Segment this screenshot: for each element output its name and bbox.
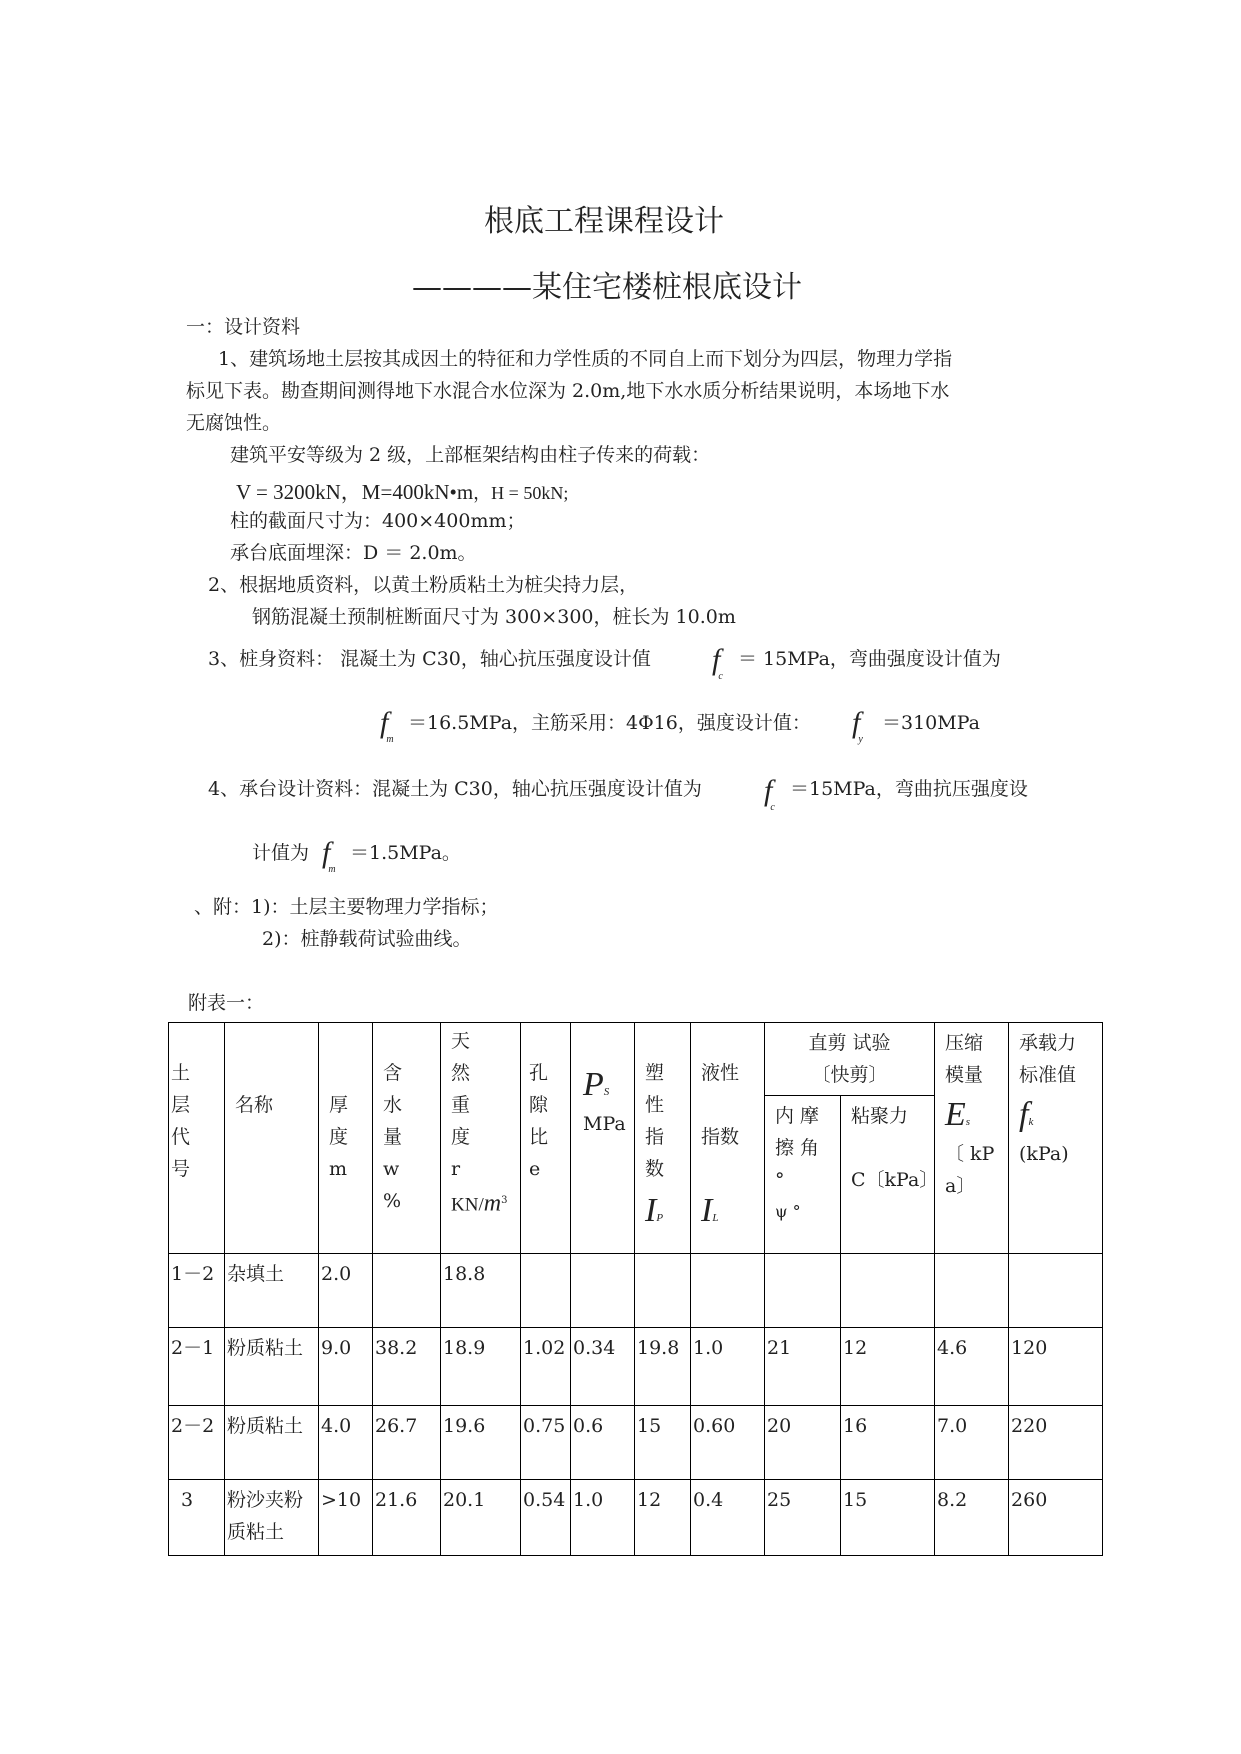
page-subtitle: ————某住宅楼桩根底设计	[412, 270, 802, 305]
header-friction-angle: 内 摩 擦 角 ° ψ °	[765, 1096, 841, 1254]
header-thickness: 厚 度 m	[319, 1023, 373, 1254]
load-separator: ，	[340, 480, 362, 504]
fm-symbol-cap: $f_m$	[322, 836, 336, 875]
load-h: ，H = 50kN;	[473, 483, 569, 503]
table-row: 3 粉沙夹粉质粘土 >10 21.6 20.1 0.54 1.0 12 0.4 25 15 8.2 260	[169, 1480, 1103, 1556]
header-name: 名称	[225, 1023, 319, 1254]
header-cohesion: 粘聚力 C〔kPa〕	[841, 1096, 935, 1254]
item-4-fc-value: ＝15MPa，弯曲抗压强度设	[790, 778, 1028, 800]
fc-symbol-cap: $f_c$	[764, 774, 775, 813]
header-ps: PS MPa	[571, 1023, 635, 1254]
paragraph-2: 建筑平安等级为 2 级，上部框架结构由柱子传来的荷载：	[230, 444, 711, 466]
header-water-content: 含 水 量 w %	[373, 1023, 441, 1254]
load-v: V = 3200kN	[236, 480, 341, 504]
header-void-ratio: 孔 隙 比 e	[521, 1023, 571, 1254]
item-3-fc-value: ＝ 15MPa，弯曲强度设计值为	[738, 648, 1001, 670]
load-m: M=400kN•m	[361, 480, 474, 504]
item-2-line-1: 2、根据地质资料，以黄土粉质粘土为桩尖持力层，	[208, 574, 639, 596]
fc-symbol: $f_c$	[712, 643, 723, 682]
paragraph-1-line-2: 标见下表。勘查期间测得地下水混合水位深为 2.0m,地下水水质分析结果说明，本场地下水	[186, 380, 950, 402]
cap-depth: 承台底面埋深：D ＝ 2.0m。	[230, 542, 477, 564]
header-bearing-capacity: 承载力 标准值 fk (kPa)	[1009, 1023, 1103, 1254]
header-compression-modulus: 压缩 模量 Es 〔 kP a〕	[935, 1023, 1009, 1254]
table-row: 2－1 粉质粘土 9.0 38.2 18.9 1.02 0.34 19.8 1.0 21 12 4.6 120	[169, 1328, 1103, 1406]
header-density: 天 然 重 度 r $KN/m^3$	[441, 1023, 521, 1254]
table-row: 1－2 杂填土 2.0 18.8	[169, 1254, 1103, 1328]
appendix-line-2: 2)：桩静载荷试验曲线。	[262, 928, 472, 950]
header-plasticity-index: 塑 性 指 数 IP	[635, 1023, 691, 1254]
header-liquidity-index: 液性 指数 IL	[691, 1023, 765, 1254]
soil-properties-table	[168, 1022, 1103, 1556]
header-direct-shear: 直剪 试验 〔快剪〕	[765, 1023, 935, 1096]
appendix-line-1: 、附：1)：土层主要物理力学指标；	[194, 896, 499, 918]
column-size: 柱的截面尺寸为：400×400mm；	[230, 510, 526, 532]
item-4-prefix: 4、承台设计资料：混凝土为 C30，轴心抗压强度设计值为	[208, 778, 702, 800]
paragraph-1-line-1: 1、建筑场地土层按其成因土的特征和力学性质的不同自上而下划分为四层，物理力学指	[218, 348, 953, 370]
item-4-fm-value: ＝1.5MPa。	[350, 842, 461, 864]
fy-symbol: $f_y$	[852, 706, 863, 745]
section-heading: 一：设计资料	[186, 316, 301, 338]
item-2-line-2: 钢筋混凝土预制桩断面尺寸为 300×300，桩长为 10.0m	[252, 606, 736, 628]
load-formula	[236, 476, 568, 506]
header-code: 土 层 代 号	[169, 1023, 225, 1254]
paragraph-1-line-3: 无腐蚀性。	[186, 412, 282, 434]
item-3-prefix: 3、桩身资料： 混凝土为 C30，轴心抗压强度设计值	[208, 648, 651, 670]
table-row: 2－2 粉质粘土 4.0 26.7 19.6 0.75 0.6 15 0.60 20 16 7.0 220	[169, 1406, 1103, 1480]
table-caption: 附表一：	[188, 992, 265, 1014]
item-3-fy-value: ＝310MPa	[882, 712, 980, 734]
item-3-fm-value: ＝16.5MPa，主筋采用：4Φ16，强度设计值：	[408, 712, 811, 734]
page-title: 根底工程课程设计	[484, 204, 724, 239]
fm-symbol: $f_m$	[380, 706, 394, 745]
item-4-line-2-prefix: 计值为	[252, 842, 310, 864]
